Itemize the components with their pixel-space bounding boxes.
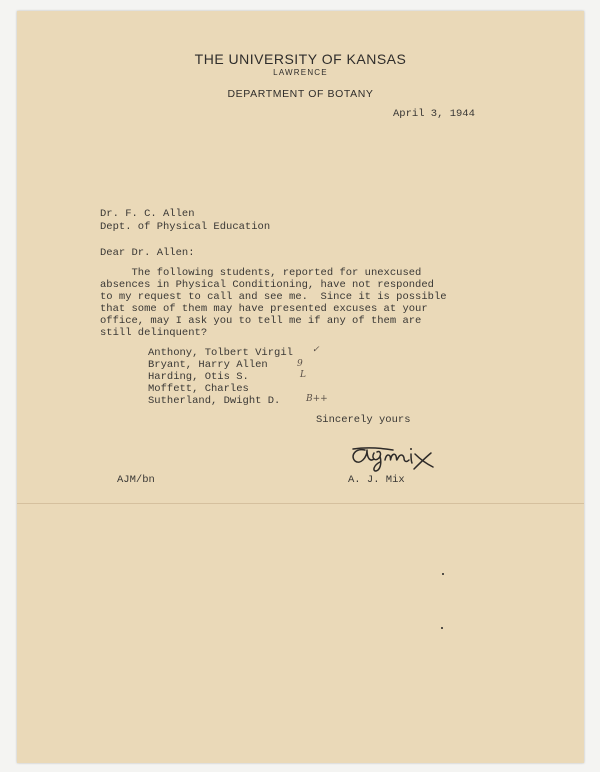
letterhead-department: DEPARTMENT OF BOTANY	[227, 88, 374, 100]
body-line: absences in Physical Conditioning, have not responded	[100, 279, 434, 291]
handwritten-signature	[347, 436, 467, 472]
recipient-dept: Dept. of Physical Education	[100, 221, 271, 233]
closing: Sincerely yours	[316, 414, 411, 426]
handwritten-mark: B++	[306, 394, 328, 404]
student-name: Sutherland, Dwight D.	[148, 395, 281, 407]
paper-speck	[441, 627, 443, 629]
letter-page	[17, 11, 584, 763]
letterhead-university: THE UNIVERSITY OF KANSAS	[194, 51, 407, 67]
paper-speck	[442, 573, 444, 575]
signer-name: A. J. Mix	[348, 474, 405, 486]
typist-initials: AJM/bn	[117, 474, 155, 486]
student-name: Moffett, Charles	[148, 383, 249, 395]
body-line: office, may I ask you to tell me if any of them are	[100, 315, 422, 327]
student-name: Anthony, Tolbert Virgil	[148, 347, 293, 359]
student-name: Harding, Otis S.	[148, 371, 249, 383]
body-line: to my request to call and see me. Since it is possible	[100, 291, 447, 303]
handwritten-mark: L	[300, 370, 306, 380]
salutation: Dear Dr. Allen:	[100, 247, 195, 259]
fold-line	[17, 503, 584, 504]
recipient-name: Dr. F. C. Allen	[100, 208, 195, 220]
student-name: Bryant, Harry Allen	[148, 359, 268, 371]
letterhead-city: LAWRENCE	[273, 68, 328, 77]
body-line: still delinquent?	[100, 327, 208, 339]
handwritten-check-mark: ✓	[312, 345, 320, 355]
body-line: The following students, reported for unexcused	[100, 267, 422, 279]
letter-date: April 3, 1944	[393, 108, 475, 120]
body-line: that some of them may have presented excuses at your	[100, 303, 428, 315]
handwritten-mark: 9	[297, 359, 303, 369]
